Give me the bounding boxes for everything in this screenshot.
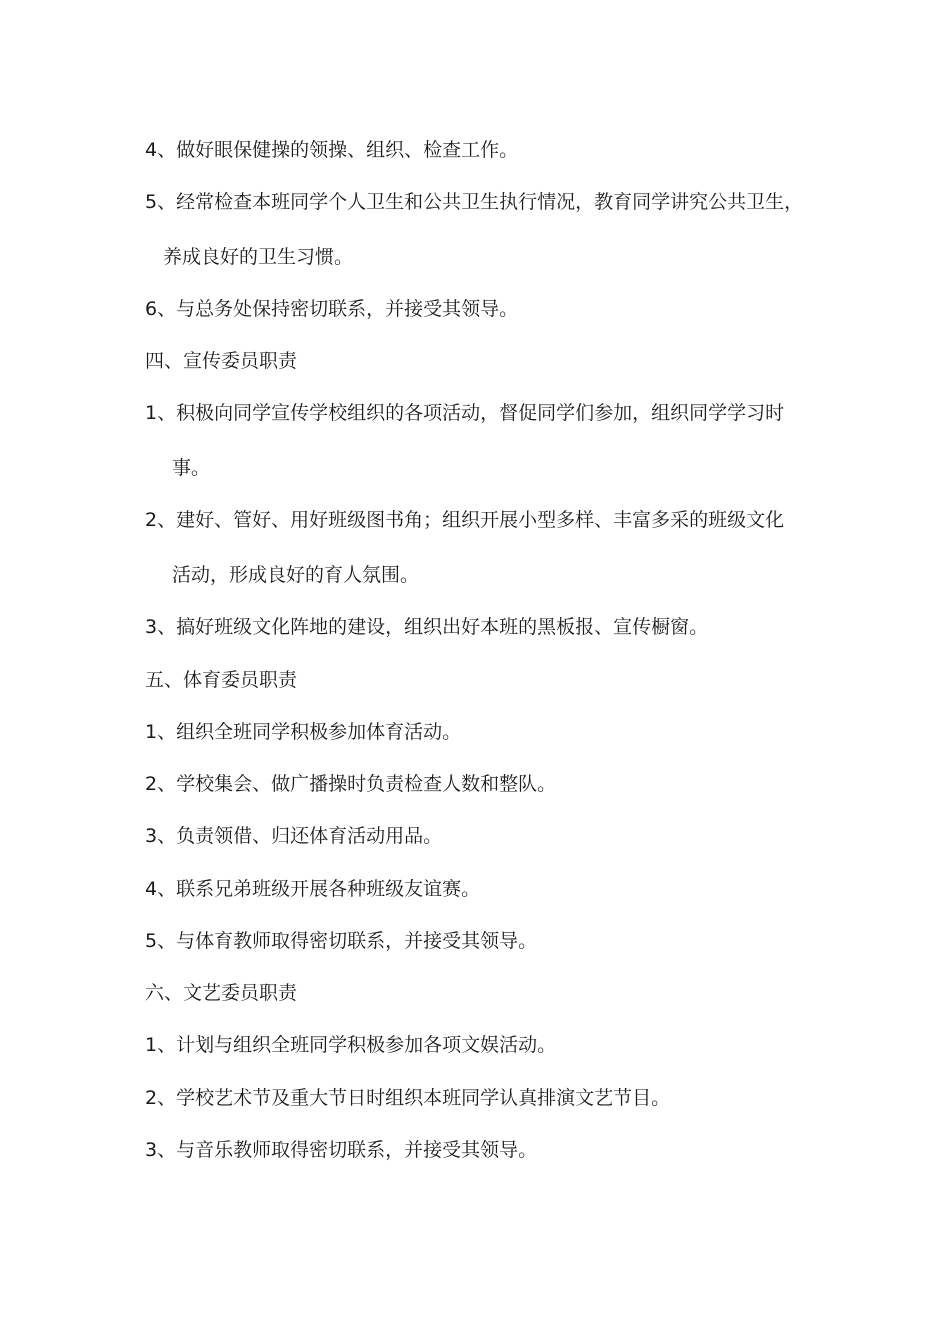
item-publicity-activities: 1、积极向同学宣传学校组织的各项活动，督促同学们参加，组织同学学习时: [145, 402, 785, 424]
item-music-teacher: 3、与音乐教师取得密切联系，并接受其领导。: [145, 1139, 538, 1161]
item-publicity-activities-continued: 事。: [172, 457, 211, 479]
item-assembly: 2、学校集会、做广播操时负责检查人数和整队。: [145, 773, 557, 795]
item-hygiene-check: 5、经常检查本班同学个人卫生和公共卫生执行情况，教育同学讲究公共卫生，: [145, 191, 804, 213]
item-friendly-match: 4、联系兄弟班级开展各种班级友谊赛。: [145, 878, 481, 900]
item-book-corner-continued: 活动，形成良好的育人氛围。: [172, 564, 420, 586]
item-sports-activities: 1、组织全班同学积极参加体育活动。: [145, 721, 462, 743]
item-blackboard: 3、搞好班级文化阵地的建设，组织出好本班的黑板报、宣传橱窗。: [145, 616, 709, 638]
item-equipment: 3、负责领借、归还体育活动用品。: [145, 825, 443, 847]
item-entertainment: 1、计划与组织全班同学积极参加各项文娱活动。: [145, 1034, 557, 1056]
section-heading-arts: 六、文艺委员职责: [145, 982, 298, 1004]
item-book-corner: 2、建好、管好、用好班级图书角；组织开展小型多样、丰富多采的班级文化: [145, 509, 785, 531]
item-hygiene-check-continued: 养成良好的卫生习惯。: [163, 246, 354, 268]
section-heading-publicity: 四、宣传委员职责: [145, 350, 298, 372]
item-pe-teacher: 5、与体育教师取得密切联系，并接受其领导。: [145, 930, 538, 952]
item-art-festival: 2、学校艺术节及重大节日时组织本班同学认真排演文艺节目。: [145, 1087, 671, 1109]
section-heading-sports: 五、体育委员职责: [145, 669, 298, 691]
item-general-affairs: 6、与总务处保持密切联系，并接受其领导。: [145, 298, 519, 320]
item-eye-exercise: 4、做好眼保健操的领操、组织、检查工作。: [145, 139, 519, 161]
